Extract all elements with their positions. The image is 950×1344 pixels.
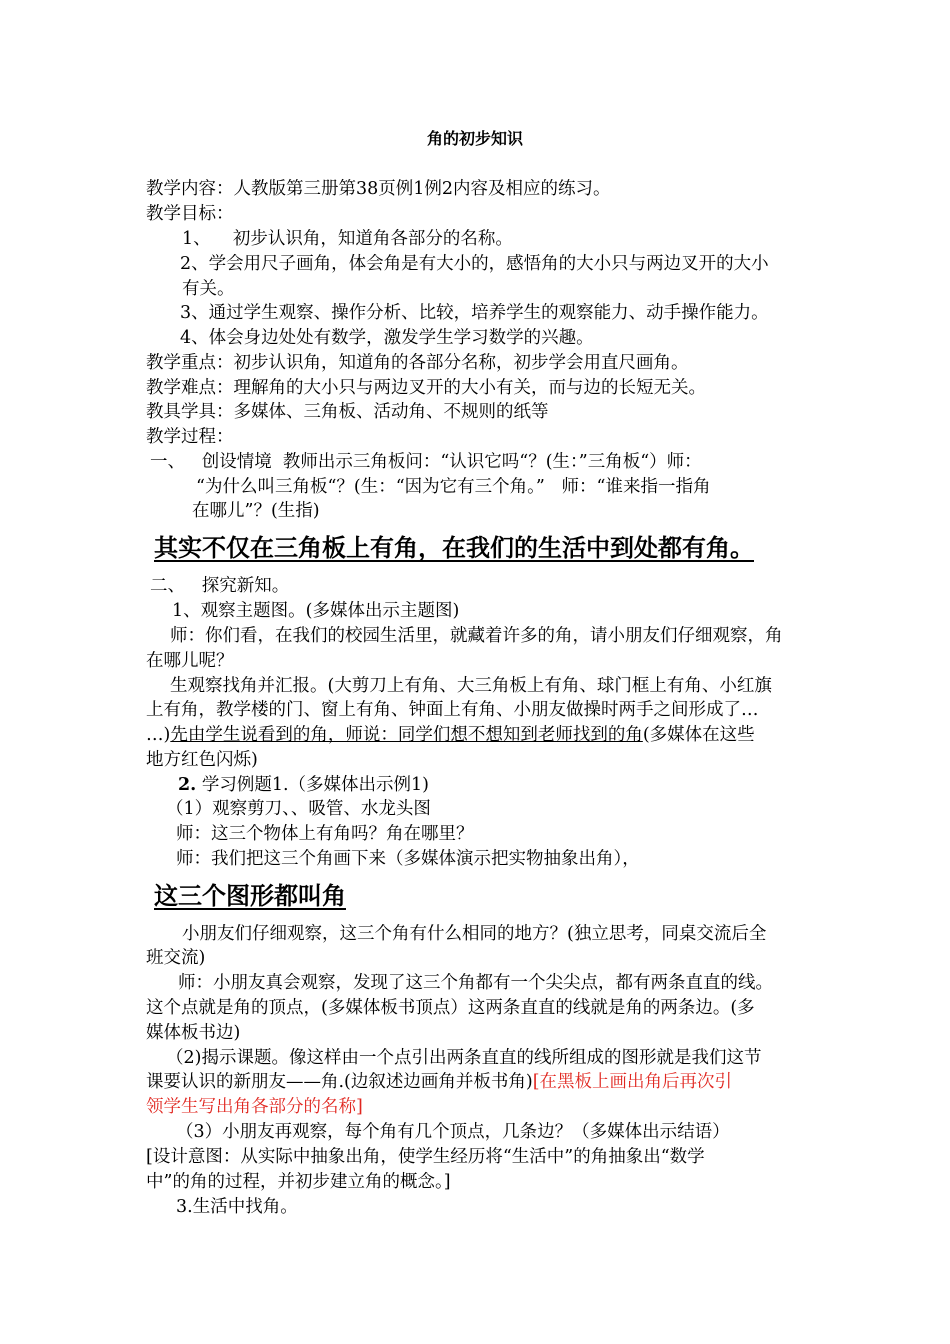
paragraph-2-line-4: 地方红色闪烁)	[146, 750, 258, 770]
goal-2-line-1: 2、学会用尺子画角，体会角是有大小的，感悟角的大小只与两边叉开的大小	[180, 254, 769, 274]
step-3: 3.生活中找角。	[176, 1197, 298, 1217]
highlight-statement-1: 其实不仅在三角板上有角，在我们的生活中到处都有角。	[154, 534, 754, 562]
paragraph-2-line-1: 生观察找角并汇报。(大剪刀上有角、大三角板上有角、球门框上有角、小红旗	[170, 676, 772, 696]
goal-3: 3、通过学生观察、操作分析、比较，培养学生的观察能力、动手操作能力。	[180, 303, 769, 323]
design-intent-line-1: [设计意图：从实际中抽象出角，使学生经历将“生活中”的角抽象出“数学	[146, 1147, 705, 1167]
goal-1: 1、 初步认识角，知道角各部分的名称。	[182, 229, 513, 249]
paragraph-4-line-2: 这个点就是角的顶点，(多媒体板书顶点）这两条直直的线就是角的两条边。(多	[146, 998, 755, 1018]
teaching-content: 教学内容：人教版第三册第38页例1例2内容及相应的练习。	[146, 179, 611, 199]
red-note-part-1: [在黑板上画出角后再次引	[532, 1072, 733, 1092]
design-intent-line-2: 中”的角的过程，并初步建立角的概念。]	[146, 1172, 451, 1192]
tools: 教具学具：多媒体、三角板、活动角、不规则的纸等	[146, 402, 549, 422]
red-note-text: 领学生写出角各部分的名称]	[146, 1097, 363, 1117]
goal-4: 4、体会身边处处有数学，激发学生学习数学的兴趣。	[180, 328, 594, 348]
process-label: 教学过程：	[146, 427, 234, 447]
step-2	[178, 773, 429, 797]
paragraph-2-line-3	[146, 723, 755, 747]
goals-label: 教学目标：	[146, 204, 234, 224]
section-1-line-3: 在哪儿”？(生指)	[192, 501, 320, 521]
paragraph-2-prefix: …)	[146, 725, 171, 745]
difficulty: 教学难点：理解角的大小只与两边叉开的大小有关，而与边的长短无关。	[146, 378, 706, 398]
section-2-heading: 二、 探究新知。	[150, 576, 290, 596]
paragraph-5-line-1: （2)揭示课题。像这样由一个点引出两条直直的线所组成的图形就是我们这节	[166, 1048, 762, 1068]
paragraph-5-line-2	[146, 1070, 732, 1094]
goal-2-line-2: 有关。	[182, 279, 235, 299]
key-point: 教学重点：初步认识角，知道角的各部分名称，初步学会用直尺画角。	[146, 353, 689, 373]
step-1: 1、观察主题图。(多媒体出示主题图)	[172, 601, 460, 621]
highlight-statement-2: 这三个图形都叫角	[154, 882, 346, 910]
paragraph-4-line-3: 媒体板书边)	[146, 1023, 241, 1043]
paragraph-4-line-1: 师：小朋友真会观察，发现了这三个角都有一个尖尖点，都有两条直直的线。	[178, 973, 773, 993]
red-note-part-2	[146, 1095, 363, 1119]
document-title: 角的初步知识	[426, 129, 523, 148]
paragraph-2-line-2: 上有角，教学楼的门、窗上有角、钟面上有角、小朋友做操时两手之间形成了…	[146, 700, 759, 720]
step-2-number: 2.	[178, 775, 197, 795]
step-2-text: 学习例题1.（多媒体出示例1)	[196, 775, 430, 795]
paragraph-1-line-1: 师：你们看，在我们的校园生活里，就藏着许多的角，请小朋友们仔细观察，角	[170, 626, 783, 646]
section-1-line-1: 一、 创设情境 教师出示三角板问：“认识它吗“？(生：”三角板“）师：	[150, 452, 702, 472]
sub-step-1: （1）观察剪刀、、吸管、水龙头图	[166, 799, 431, 819]
section-1-line-2: “为什么叫三角板“？(生：“因为它有三个角。” 师：“谁来指一指角	[196, 477, 711, 497]
sub-step-3: （3）小朋友再观察，每个角有几个顶点，几条边？（多媒体出示结语）	[176, 1122, 730, 1142]
question-2: 师：我们把这三个角画下来（多媒体演示把实物抽象出角），	[176, 849, 640, 869]
paragraph-1-line-2: 在哪儿呢？	[146, 651, 234, 671]
paragraph-2-suffix: (多媒体在这些	[642, 725, 755, 745]
question-1: 师：这三个物体上有角吗？角在哪里？	[176, 824, 474, 844]
paragraph-3-line-2: 班交流)	[146, 948, 206, 968]
underlined-teacher-prompt: 先由学生说看到的角，师说：同学们想不想知到老师找到的角	[170, 725, 643, 745]
paragraph-3-line-1: 小朋友们仔细观察，这三个角有什么相同的地方？(独立思考，同桌交流后全	[182, 924, 767, 944]
paragraph-5-text: 课要认识的新朋友——角.(边叙述边画角并板书角)	[146, 1072, 533, 1092]
